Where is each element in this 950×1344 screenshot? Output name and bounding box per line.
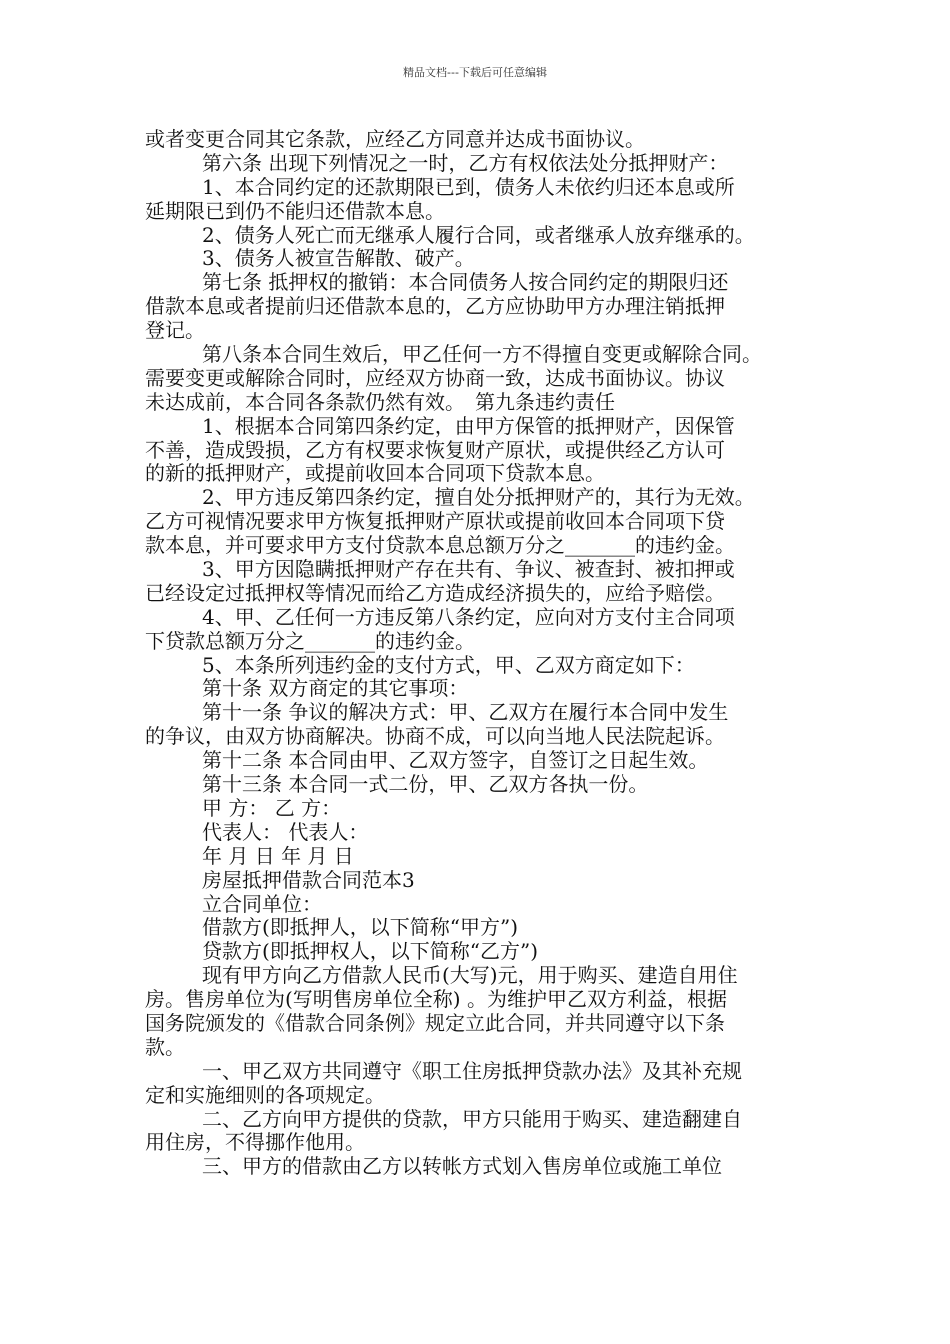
text-line: 定和实施细则的各项规定。 [145,1083,385,1107]
text-line: 不善，造成毁损，乙方有权要求恢复财产原状，或提供经乙方认可 [145,438,725,462]
text-line: 4、甲、乙任何一方违反第八条约定，应向对方支付主合同项 [202,605,735,629]
text-line: 现有甲方向乙方借款人民币(大写)元，用于购买、建造自用住 [202,964,738,988]
text-line: 乙方可视情况要求甲方恢复抵押财产原状或提前收回本合同项下贷 [145,510,725,534]
text-line: 甲 方： 乙 方： [202,796,342,820]
text-line: 3、甲方因隐瞒抵押财产存在共有、争议、被查封、被扣押或 [202,558,735,582]
text-line: 第十二条 本合同由甲、乙双方签字，自签订之日起生效。 [202,749,709,773]
text-line: 款。 [145,1035,185,1059]
text-line: 2、甲方违反第四条约定，擅自处分抵押财产的，其行为无效。 [202,486,755,510]
text-line: 第十一条 争议的解决方式：甲、乙双方在履行本合同中发生 [202,701,729,725]
text-line: 第十三条 本合同一式二份，甲、乙双方各执一份。 [202,773,649,797]
text-line: 用住房，不得挪作他用。 [145,1131,365,1155]
text-line: 代表人： 代表人： [202,820,369,844]
text-line: 借款本息或者提前归还借款本息的，乙方应协助甲方办理注销抵押 [145,295,725,319]
text-line: 借款方(即抵押人，以下简称“甲方”) [202,916,519,940]
text-line: 或者变更合同其它条款，应经乙方同意并达成书面协议。 [145,128,645,151]
text-line: 登记。 [145,319,205,343]
text-line: 延期限已到仍不能归还借款本息。 [145,199,445,223]
text-line: 第六条 出现下列情况之一时，乙方有权依法处分抵押财产： [202,151,729,175]
text-line: 第七条 抵押权的撤销：本合同债务人按合同约定的期限归还 [202,271,729,295]
text-line: 2、债务人死亡而无继承人履行合同，或者继承人放弃继承的。 [202,223,755,247]
text-line: 款本息，并可要求甲方支付贷款本息总额万分之_______的违约金。 [145,534,735,558]
text-line: 二、乙方向甲方提供的贷款，甲方只能用于购买、建造翻建自 [202,1107,742,1131]
text-line: 立合同单位： [202,892,322,916]
text-line: 房屋抵押借款合同范本3 [202,868,415,892]
text-line: 贷款方(即抵押权人，以下简称“乙方”) [202,940,539,964]
text-line: 一、甲乙双方共同遵守《职工住房抵押贷款办法》及其补充规 [202,1059,742,1083]
text-line: 年 月 日 年 月 日 [202,844,354,868]
text-line: 需要变更或解除合同时，应经双方协商一致，达成书面协议。协议 [145,366,725,390]
document-body [145,128,810,1179]
text-line: 5、本条所列违约金的支付方式，甲、乙双方商定如下： [202,653,695,677]
text-line: 1、根据本合同第四条约定，由甲方保管的抵押财产，因保管 [202,414,735,438]
text-line: 第八条本合同生效后，甲乙任何一方不得擅自变更或解除合同。 [202,343,762,367]
text-line: 三、甲方的借款由乙方以转帐方式划入售房单位或施工单位 [202,1155,722,1179]
page-header: 精品文档---下载后可任意编辑 [403,66,547,79]
text-line: 已经设定过抵押权等情况而给乙方造成经济损失的，应给予赔偿。 [145,581,725,605]
text-line: 国务院颁发的《借款合同条例》规定立此合同，并共同遵守以下条 [145,1011,725,1035]
text-line: 未达成前，本合同各条款仍然有效。 第九条违约责任 [145,390,615,414]
text-line: 下贷款总额万分之_______的违约金。 [145,629,475,653]
text-line: 房。售房单位为(写明售房单位全称) 。为维护甲乙双方利益，根据 [145,988,727,1012]
text-line: 第十条 双方商定的其它事项： [202,677,469,701]
text-line: 1、本合同约定的还款期限已到，债务人未依约归还本息或所 [202,175,735,199]
text-line: 3、债务人被宣告解散、破产。 [202,247,475,271]
text-line: 的争议，由双方协商解决。协商不成，可以向当地人民法院起诉。 [145,725,725,749]
text-line: 的新的抵押财产，或提前收回本合同项下贷款本息。 [145,462,605,486]
